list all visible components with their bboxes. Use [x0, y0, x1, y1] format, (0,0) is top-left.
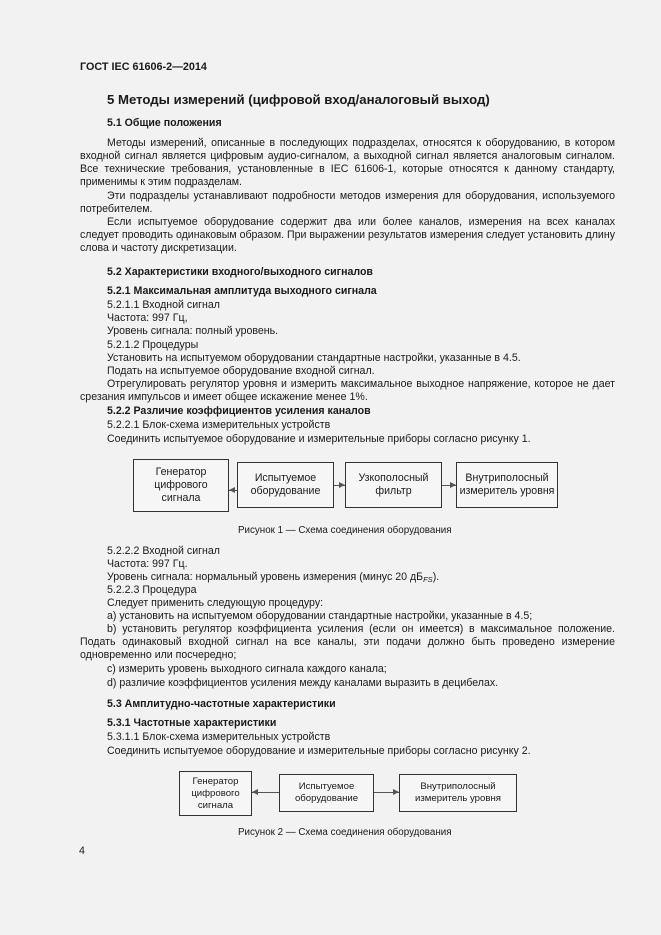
procedure-paragraph: Отрегулировать регулятор уровня и измерить максимальное выходное напряжение, которое не дает срезания импульсов и имеет общее искажение менее 1%. [80, 378, 615, 403]
procedure-item-c: c) измерить уровень выходного сигнала каждого канала; [107, 663, 387, 675]
subsection-label: 5.2.2.2 Входной сигнал [107, 545, 220, 557]
section-5-title: 5 Методы измерений (цифровой вход/аналоговый выход) [107, 92, 490, 107]
fig1-box-device-under-test: Испытуемое оборудование [237, 462, 334, 508]
subsection-label: 5.2.1.2 Процедуры [107, 339, 199, 351]
subsection-label: 5.3.1.1 Блок-схема измерительных устройств [107, 731, 331, 743]
fig2-box-generator: Генератор цифрового сигнала [179, 771, 252, 816]
document-header: ГОСТ IEC 61606-2—2014 [80, 61, 207, 73]
figure-1-caption: Рисунок 1 — Схема соединения оборудования [238, 525, 452, 536]
subsection-label: 5.2.1.1 Входной сигнал [107, 299, 220, 311]
connect-instruction: Соединить испытуемое оборудование и измерительные приборы согласно рисунку 1. [107, 433, 531, 445]
fig1-arrow-icon [450, 482, 456, 488]
frequency-line: Частота: 997 Гц. [107, 558, 188, 570]
figure-2-caption: Рисунок 2 — Схема соединения оборудования [238, 827, 452, 838]
section-5-3-title: 5.3 Амплитудно-частотные характеристики [107, 698, 336, 710]
paragraph: Эти подразделы устанавливают подробности методов измерения для оборудования, используемого потребителем. [80, 190, 615, 215]
section-5-2-1-title: 5.2.1 Максимальная амплитуда выходного сигнала [107, 285, 377, 297]
section-5-2-title: 5.2 Характеристики входного/выходного сигналов [107, 266, 373, 278]
subsection-label: 5.2.2.1 Блок-схема измерительных устройств [107, 419, 331, 431]
fig1-box-narrowband-filter: Узкополосный фильтр [345, 462, 442, 508]
fig2-arrow-icon [393, 789, 399, 795]
fig1-arrow-icon [229, 487, 235, 493]
section-5-1-title: 5.1 Общие положения [107, 117, 222, 129]
level-line: Уровень сигнала: нормальный уровень измерения (минус 20 $дБ_{FS}$). [107, 571, 440, 584]
procedure-line: Подать на испытуемое оборудование входной сигнал. [107, 365, 375, 377]
frequency-line: Частота: 997 Гц, [107, 312, 188, 324]
paragraph: Методы измерений, описанные в последующих подразделах, относятся к оборудованию, в котором входной сигнал является цифровым аудио-сигналом, а выходной сигнал является аналоговым сигналом. Все технические требования, установленные в IEC 61606-1, которые относятся к данному стандарту, применимы к этим подразделам. [80, 137, 615, 188]
procedure-item-b: b) установить регулятор коэффициента усиления (если он имеется) в максимальное положение. Подать одинаковый входной сигнал на все каналы, эти подачи должно быть проведено измерение одновременно или посчередно; [80, 623, 615, 661]
section-5-3-1-title: 5.3.1 Частотные характеристики [107, 717, 277, 729]
procedure-intro: Следует применить следующую процедуру: [107, 597, 324, 609]
paragraph: Если испытуемое оборудование содержит два или более каналов, измерения на всех каналах следует проводить одинаковым образом. При выражении результатов измерения следует установить длину слова и частоту дискретизации. [80, 216, 615, 254]
subsection-label: 5.2.2.3 Процедура [107, 584, 197, 596]
fig2-box-device-under-test: Испытуемое оборудование [279, 774, 374, 812]
fig2-box-level-meter: Внутриполосный измеритель уровня [399, 774, 517, 812]
fig1-arrow-icon [339, 482, 345, 488]
fig1-box-generator: Генератор цифрового сигнала [133, 459, 229, 512]
connect-instruction: Соединить испытуемое оборудование и измерительные приборы согласно рисунку 2. [107, 745, 531, 757]
level-line: Уровень сигнала: полный уровень. [107, 325, 279, 337]
page-number: 4 [79, 845, 85, 857]
fig2-arrow-icon [252, 789, 258, 795]
procedure-item-d: d) различие коэффициентов усиления между каналами выразить в децибелах. [107, 677, 499, 689]
fig1-box-level-meter: Внутриполосный измеритель уровня [456, 462, 558, 508]
section-5-2-2-title: 5.2.2 Различие коэффициентов усиления каналов [107, 405, 371, 417]
procedure-line: Установить на испытуемом оборудовании стандартные настройки, указанные в 4.5. [107, 352, 521, 364]
procedure-item-a: a) установить на испытуемом оборудовании стандартные настройки, указанные в 4.5; [107, 610, 533, 622]
